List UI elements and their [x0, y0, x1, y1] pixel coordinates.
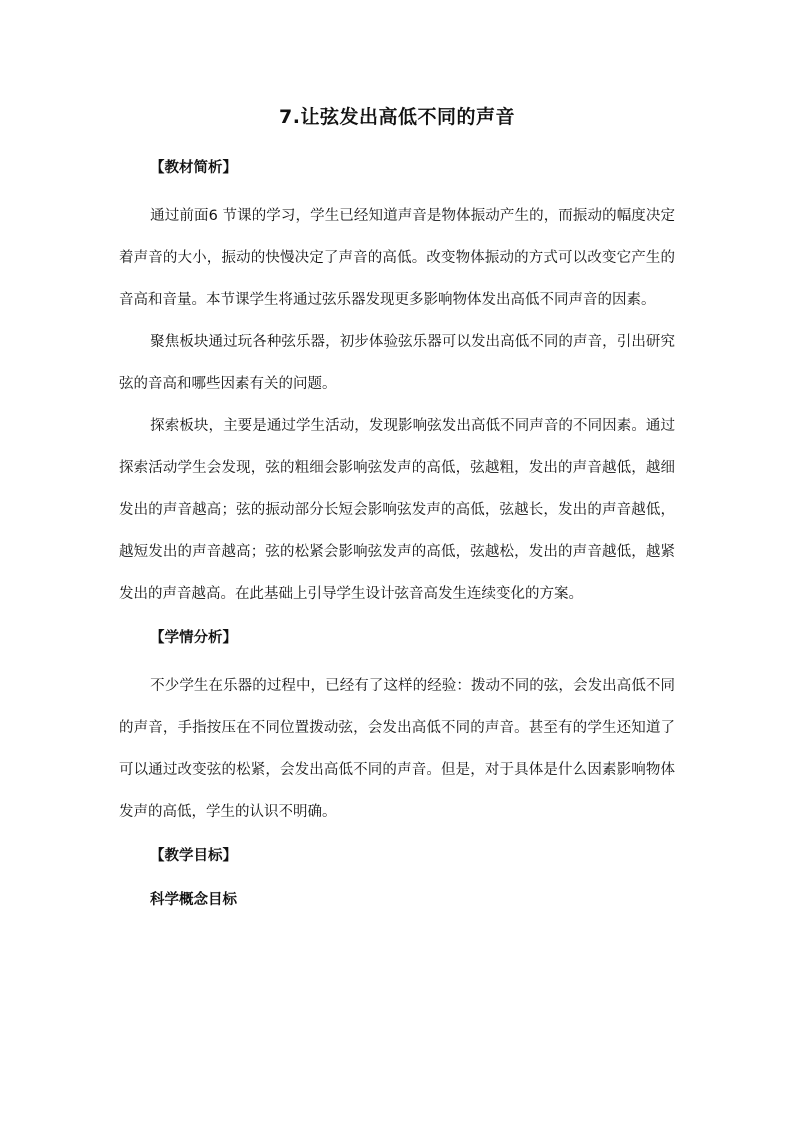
document-title: 7.让弦发出高低不同的声音	[279, 106, 515, 128]
paragraph: 聚焦板块通过玩各种弦乐器，初步体验弦乐器可以发出高低不同的声音，引出研究弦的音高和哪些因素有关的问题。	[119, 334, 675, 392]
section-teaching-goals	[119, 839, 675, 917]
section-heading: 【教学目标】	[150, 848, 237, 864]
subsection-heading: 科学概念目标	[150, 892, 237, 908]
paragraph: 探索板块，主要是通过学生活动，发现影响弦发出高低不同声音的不同因素。通过探索活动学生会发现，弦的粗细会影响弦发声的高低，弦越粗，发出的声音越低，越细发出的声音越高；弦的振动部分长短会影响弦发声的高低，弦越长，发出的声音越低，越短发出的声音越高；弦的松紧会影响弦发声的高低，弦越松，发出的声音越低，越紧发出的声音越高。在此基础上引导学生设计弦音高发生连续变化的方案。	[119, 418, 675, 602]
section-heading: 【学情分析】	[150, 630, 237, 646]
section-student-analysis	[119, 621, 675, 833]
section-heading: 【教材简析】	[150, 160, 237, 176]
paragraph: 通过前面6 节课的学习，学生已经知道声音是物体振动产生的，而振动的幅度决定着声音的大小，振动的快慢决定了声音的高低。改变物体振动的方式可以改变它产生的音高和音量。本节课学生将通过弦乐器发现更多影响物体发出高低不同声音的因素。	[119, 208, 675, 308]
paragraph: 不少学生在乐器的过程中，已经有了这样的经验：拨动不同的弦，会发出高低不同的声音，手指按压在不同位置拨动弦，会发出高低不同的声音。甚至有的学生还知道了可以通过改变弦的松紧，会发出高低不同的声音。但是，对于具体是什么因素影响物体发声的高低，学生的认识不明确。	[119, 678, 675, 820]
document-page	[119, 96, 675, 917]
section-textbook-analysis	[119, 151, 675, 615]
